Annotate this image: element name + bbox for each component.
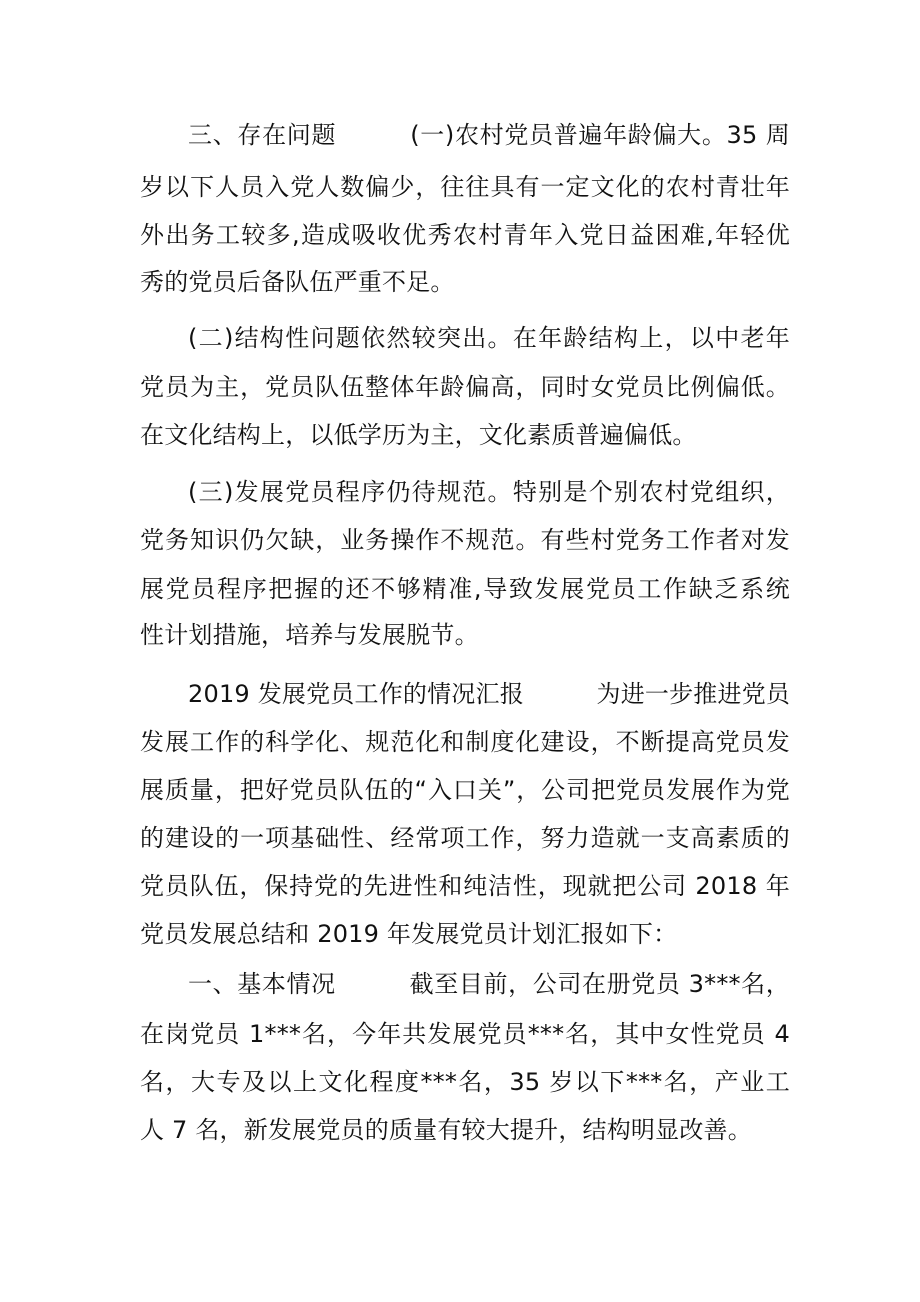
text-line: 名，大专及以上文化程度***名，35 岁以下***名，产业工 bbox=[140, 1068, 790, 1096]
text-line: 性计划措施，培养与发展脱节。 bbox=[140, 621, 479, 649]
text-line: 在岗党员 1***名，今年共发展党员***名，其中女性党员 4 bbox=[140, 1020, 790, 1048]
text-line: 三、存在问题 (一)农村党员普遍年龄偏大。35 周 bbox=[188, 121, 790, 149]
text-line: 党员为主，党员队伍整体年龄偏高，同时女党员比例偏低。 bbox=[140, 373, 790, 401]
text-line: 在文化结构上，以低学历为主，文化素质普遍偏低。 bbox=[140, 421, 697, 449]
text-line: 的建设的一项基础性、经常项工作，努力造就一支高素质的 bbox=[140, 824, 790, 852]
text-line: 秀的党员后备队伍严重不足。 bbox=[140, 268, 455, 296]
text-line: (三)发展党员程序仍待规范。特别是个别农村党组织， bbox=[188, 478, 790, 506]
text-line: 党员队伍，保持党的先进性和纯洁性，现就把公司 2018 年 bbox=[140, 872, 790, 900]
text-line: 党务知识仍欠缺，业务操作不规范。有些村党务工作者对发 bbox=[140, 526, 790, 554]
text-line: 人 7 名，新发展党员的质量有较大提升，结构明显改善。 bbox=[140, 1116, 752, 1144]
text-line: 展党员程序把握的还不够精准,导致发展党员工作缺乏系统 bbox=[140, 575, 790, 603]
text-line: 一、基本情况 截至目前，公司在册党员 3***名， bbox=[188, 970, 790, 998]
text-line: 党员发展总结和 2019 年发展党员计划汇报如下： bbox=[140, 920, 678, 948]
text-line: 发展工作的科学化、规范化和制度化建设，不断提高党员发 bbox=[140, 728, 790, 756]
text-line: 外出务工较多,造成吸收优秀农村青年入党日益困难,年轻优 bbox=[140, 221, 790, 249]
text-line: (二)结构性问题依然较突出。在年龄结构上，以中老年 bbox=[188, 324, 790, 352]
text-line: 展质量，把好党员队伍的“入口关”，公司把党员发展作为党 bbox=[140, 776, 790, 804]
text-line: 岁以下人员入党人数偏少，往往具有一定文化的农村青壮年 bbox=[140, 173, 790, 201]
text-line: 2019 发展党员工作的情况汇报 为进一步推进党员 bbox=[188, 680, 790, 708]
